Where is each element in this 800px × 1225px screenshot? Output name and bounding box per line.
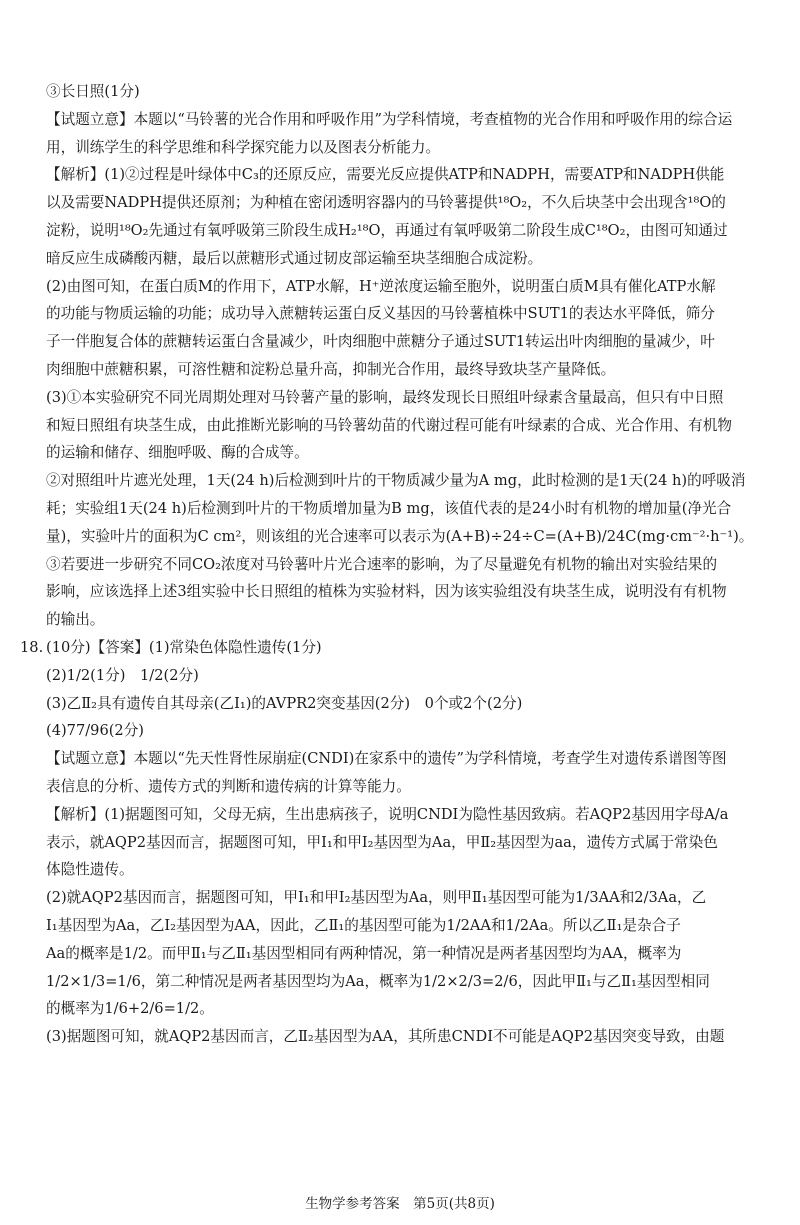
answer-line: ②对照组叶片遮光处理，1天(24 h)后检测到叶片的干物质减少量为A mg，此时检测的是1天(24 h)的呼吸消 <box>46 472 746 490</box>
answer-line: Aa的概率是1/2。而甲Ⅱ₁与乙Ⅱ₁基因型相同有两种情况，第一种情况是两者基因型均为AA，概率为 <box>46 944 682 962</box>
answer-line: (4)77/96(2分) <box>46 722 144 740</box>
answer-line: (3)①本实验研究不同光周期处理对马铃薯产量的影响，最终发现长日照组叶绿素含量最高，但只有中日照 <box>46 388 724 406</box>
question-18-header <box>20 634 758 662</box>
answer-page <box>20 78 758 1051</box>
answer-line: (3)乙Ⅱ₂具有遗传自其母亲(乙Ⅰ₁)的AVPR2突变基因(2分) 0个或2个(2分) <box>46 694 523 712</box>
answer-line: 影响，应该选择上述3组实验中长日照组的植株为实验材料，因为该实验组没有块茎生成，说明没有有机物 <box>46 583 727 601</box>
answer-line: ③长日照(1分) <box>46 83 140 100</box>
answer-line: 耗；实验组1天(24 h)后检测到叶片的干物质增加量为B mg，该值代表的是24小时有机物的增加量(净光合 <box>46 499 732 517</box>
answer-line: 【试题立意】本题以“先天性肾性尿崩症(CNDI)在家系中的遗传”为学科情境，考查学生对遗传系谱图等图 <box>46 750 727 768</box>
answer-line: 体隐性遗传。 <box>46 861 134 879</box>
answer-line: 的运输和储存、细胞呼吸、酶的合成等。 <box>46 444 309 462</box>
answer-line: 的概率为1/6+2/6=1/2。 <box>46 1000 214 1018</box>
answer-line: 子一伴胞复合体的蔗糖转运蛋白含量减少，叶肉细胞中蔗糖分子通过SUT1转运出叶肉细胞的量减少，叶 <box>46 333 715 351</box>
answer-line: 暗反应生成磷酸丙糖，最后以蔗糖形式通过韧皮部运输至块茎细胞合成淀粉。 <box>46 249 543 267</box>
answer-line: 肉细胞中蔗糖积累，可溶性糖和淀粉总量升高，抑制光合作用，最终导致块茎产量降低。 <box>46 360 616 378</box>
answer-line: 表信息的分析、遗传方式的判断和遗传病的计算等能力。 <box>46 777 411 795</box>
answer-line: 量)，实验叶片的面积为C cm²，则该组的光合速率可以表示为(A+B)÷24÷C=(A+B)/24C(mg·cm⁻²·h⁻¹)。 <box>46 527 754 545</box>
answer-line: ③若要进一步研究不同CO₂浓度对马铃薯叶片光合速率的影响，为了尽量避免有机物的输出对实验结果的 <box>46 555 718 573</box>
question-number: 18. <box>20 638 44 656</box>
answer-line: (2)1/2(1分) 1/2(2分) <box>46 666 199 684</box>
answer-line: 用，训练学生的科学思维和科学探究能力以及图表分析能力。 <box>46 138 441 156</box>
answer-line: 的输出。 <box>46 611 105 629</box>
answer-line: (2)就AQP2基因而言，据题图可知，甲Ⅰ₁和甲Ⅰ₂基因型为Aa，则甲Ⅱ₁基因型可能为1/3AA和2/3Aa，乙 <box>46 889 707 907</box>
answer-line: 淀粉，说明¹⁸O₂先通过有氧呼吸第三阶段生成H₂¹⁸O，再通过有氧呼吸第二阶段生成C¹⁸O₂，由图可知通过 <box>46 221 728 239</box>
answer-line: (2)由图可知，在蛋白质M的作用下，ATP水解，H⁺逆浓度运输至胞外，说明蛋白质M具有催化ATP水解 <box>46 277 716 295</box>
answer-line: 【解析】(1)据题图可知，父母无病，生出患病孩子，说明CNDI为隐性基因致病。若AQP2基因用字母A/a <box>46 805 729 823</box>
answer-line: 1/2×1/3=1/6，第二种情况是两者基因型均为Aa，概率为1/2×2/3=2/6，因此甲Ⅱ₁与乙Ⅱ₁基因型相同 <box>46 972 710 990</box>
answer-line: 和短日照组有块茎生成，由此推断光影响的马铃薯幼苗的代谢过程可能有叶绿素的合成、光合作用、有机物 <box>46 416 732 434</box>
page-footer: 生物学参考答案 第5页(共8页) <box>305 1196 495 1212</box>
answer-line: 以及需要NADPH提供还原剂；为种植在密闭透明容器内的马铃薯提供¹⁸O₂，不久后块茎中会出现含¹⁸O的 <box>46 194 726 212</box>
answer-line: 的功能与物质运输的功能；成功导入蔗糖转运蛋白反义基因的马铃薯植株中SUT1的表达水平降低，筛分 <box>46 305 715 323</box>
answer-line: 表示，就AQP2基因而言，据题图可知，甲Ⅰ₁和甲Ⅰ₂基因型为Aa，甲Ⅱ₂基因型为aa，遗传方式属于常染色 <box>46 833 718 851</box>
answer-line: (10分)【答案】(1)常染色体隐性遗传(1分) <box>46 638 322 656</box>
answer-line: 【试题立意】本题以“马铃薯的光合作用和呼吸作用”为学科情境，考查植物的光合作用和呼吸作用的综合运 <box>46 110 733 128</box>
answer-line: Ⅰ₁基因型为Aa，乙Ⅰ₂基因型为AA，因此，乙Ⅱ₁的基因型可能为1/2AA和1/2Aa。所以乙Ⅱ₁是杂合子 <box>46 916 681 934</box>
answer-line: 【解析】(1)②过程是叶绿体中C₃的还原反应，需要光反应提供ATP和NADPH，需要ATP和NADPH供能 <box>46 166 725 184</box>
answer-line: (3)据题图可知，就AQP2基因而言，乙Ⅱ₂基因型为AA，其所患CNDI不可能是AQP2基因突变导致，由题 <box>46 1028 725 1046</box>
